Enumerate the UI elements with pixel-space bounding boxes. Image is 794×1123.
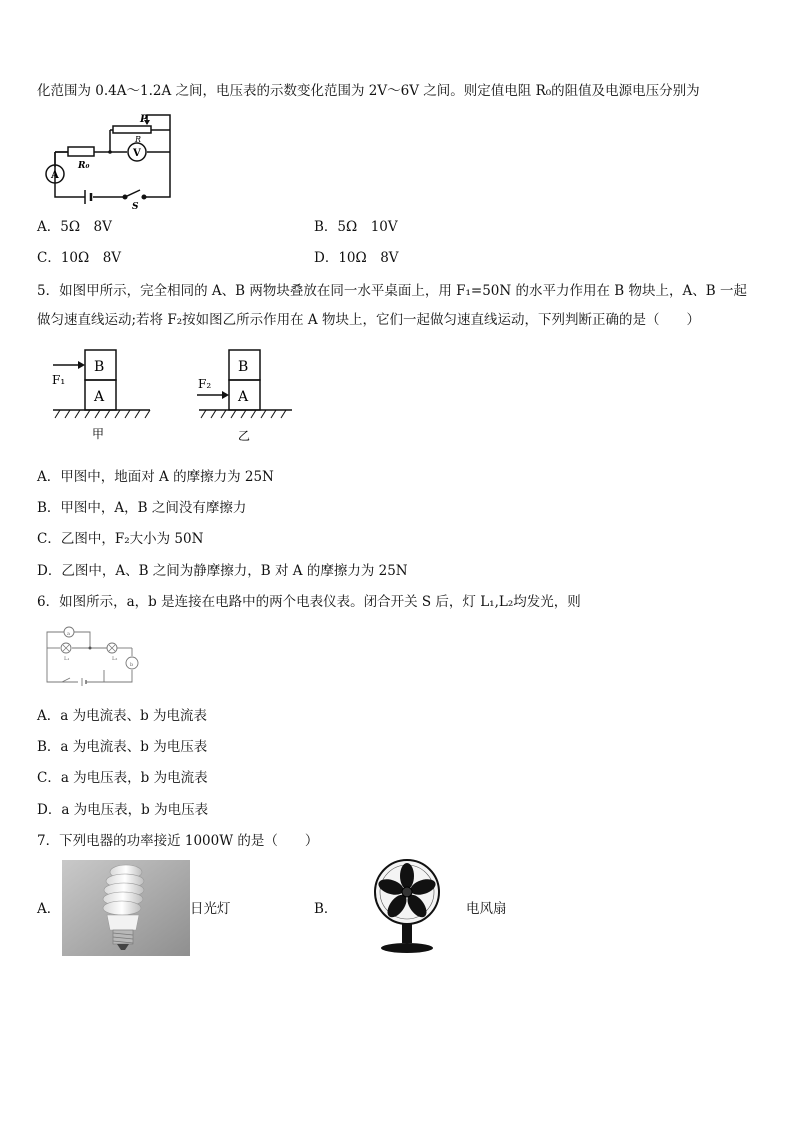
q6-option-b[interactable]: B．a 为电流表、b 为电压表 <box>37 739 208 755</box>
fluorescent-lamp-image[interactable] <box>62 860 190 956</box>
q7-option-b-letter[interactable]: B． <box>314 901 338 917</box>
lamp-l1-label: L₁ <box>64 656 70 662</box>
q5-stem-line1: 5．如图甲所示，完全相同的 A、B 两物块叠放在同一水平桌面上，用 F₁=50N 的水平力作用在 B 物块上，A、B 一起 <box>37 283 747 299</box>
q5-option-c[interactable]: C．乙图中，F₂大小为 50N <box>37 531 204 547</box>
voltmeter-label: V <box>133 148 141 159</box>
meter-b-label: b <box>130 662 134 668</box>
q4-option-c[interactable]: C．10Ω 8V <box>37 250 122 266</box>
force-f1-label: F₁ <box>52 373 66 387</box>
figure-jia-caption: 甲 <box>92 427 105 441</box>
q4-option-b[interactable]: B．5Ω 10V <box>314 219 398 235</box>
q7-stem: 7．下列电器的功率接近 1000W 的是（ ） <box>37 833 319 849</box>
q5-option-b[interactable]: B．甲图中，A，B 之间没有摩擦力 <box>37 500 247 516</box>
block-b-label: B <box>94 359 105 375</box>
block-a-label: A <box>94 389 105 405</box>
force-f2-label: F₂ <box>198 377 212 391</box>
ammeter-label: A <box>51 170 59 181</box>
q7-option-b-label: 电风扇 <box>466 901 507 917</box>
q7-option-a-label: 日光灯 <box>190 901 231 917</box>
q6-option-d[interactable]: D．a 为电压表，b 为电压表 <box>37 802 209 818</box>
block-b-label: B <box>238 359 249 375</box>
q4-option-a[interactable]: A．5Ω 8V <box>37 219 112 235</box>
q5-stem-line2: 做匀速直线运动;若将 F₂按如图乙所示作用在 A 物块上，它们一起做匀速直线运动，下列判断正确的是（ ） <box>37 312 700 328</box>
electric-fan-image[interactable] <box>338 858 468 956</box>
resistor-r0-label: R₀ <box>78 161 90 171</box>
q5-option-a[interactable]: A．甲图中，地面对 A 的摩擦力为 25N <box>37 469 274 485</box>
block-a-label: A <box>238 389 249 405</box>
q5-figure-jia <box>48 348 158 443</box>
q6-option-c[interactable]: C．a 为电压表，b 为电流表 <box>37 770 208 786</box>
q6-circuit-diagram <box>42 620 142 690</box>
meter-a-label: a <box>67 631 70 637</box>
lamp-l2-label: L₂ <box>112 656 118 662</box>
q5-option-d[interactable]: D．乙图中，A、B 之间为静摩擦力，B 对 A 的摩擦力为 25N <box>37 563 408 579</box>
q6-option-a[interactable]: A．a 为电流表、b 为电流表 <box>37 708 208 724</box>
q7-option-a-letter[interactable]: A． <box>37 901 61 917</box>
q6-stem: 6．如图所示，a，b 是连接在电路中的两个电表仪表。闭合开关 S 后，灯 L₁,L₂均发光，则 <box>37 594 581 610</box>
switch-label: S <box>132 202 139 212</box>
q5-figure-yi <box>194 348 304 443</box>
rheostat-label: R <box>135 135 142 144</box>
rheostat-slider-label: P <box>140 114 148 125</box>
figure-yi-caption: 乙 <box>238 429 251 443</box>
q4-option-d[interactable]: D．10Ω 8V <box>314 250 399 266</box>
q4-stem: 化范围为 0.4A～1.2A 之间，电压表的示数变化范围为 2V～6V 之间。则定值电阻 R₀的阻值及电源电压分别为 <box>37 83 700 99</box>
q4-circuit-diagram <box>40 112 180 212</box>
